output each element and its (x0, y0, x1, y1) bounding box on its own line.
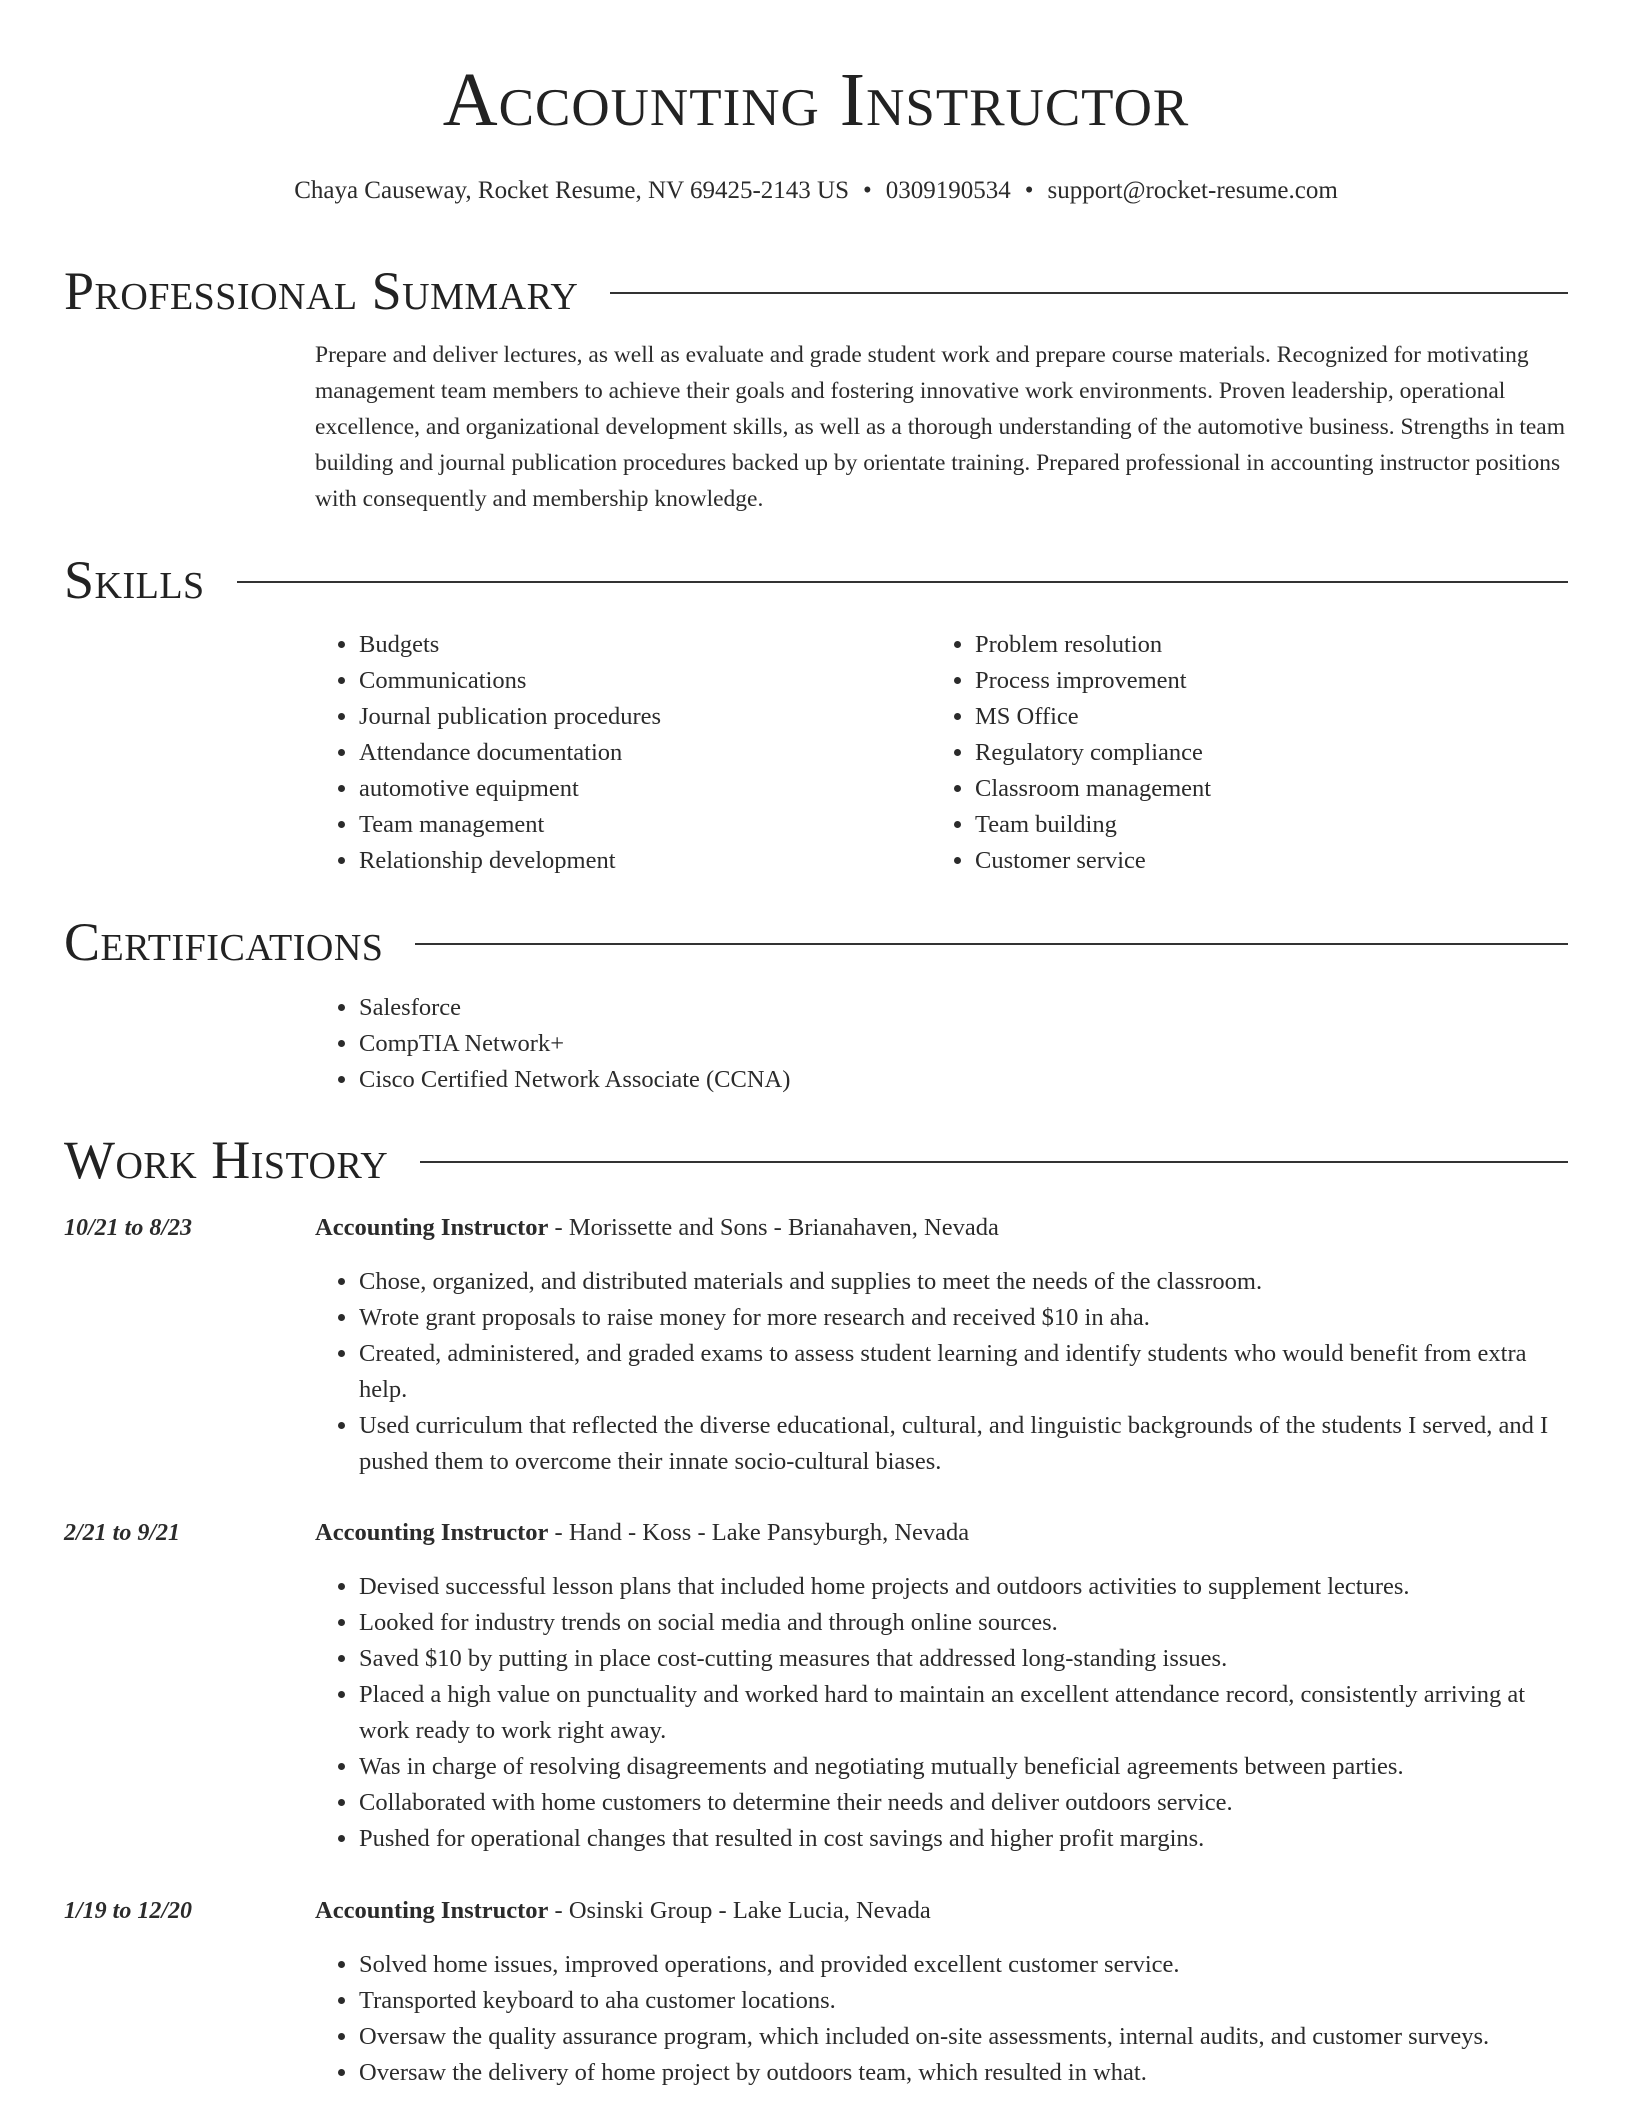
phone-text: 0309190534 (885, 177, 1011, 204)
duty-item: • Was in charge of resolving disagreements and negotiating mutually beneficial agreements between parties. (359, 1749, 1570, 1785)
duty-item: • Collaborated with home customers to determine their needs and deliver outdoors service. (359, 1785, 1570, 1821)
skills-heading: Skills (64, 550, 205, 610)
section-divider (610, 292, 1568, 294)
duty-item: • Oversaw the delivery of home project by outdoors team, which resulted in what. (359, 2055, 1570, 2091)
job-dates: 2/21 to 9/21 (64, 1520, 181, 1546)
certifications-section-heading (64, 912, 1568, 972)
job-employer: - Osinski Group - Lake Lucia, Nevada (548, 1897, 931, 1924)
skill-item: • automotive equipment (359, 771, 895, 807)
skill-item: • Classroom management (975, 771, 1571, 807)
duty-item: • Saved $10 by putting in place cost-cutting measures that addressed long-standing issues. (359, 1641, 1570, 1677)
job-duties (315, 1569, 1570, 1857)
duty-item: • Used curriculum that reflected the diverse educational, cultural, and linguistic backgrounds of the students I served, and I pushed them to overcome their innate socio-cultural biases. (359, 1408, 1570, 1480)
skills-column-right (931, 627, 1571, 879)
job-dates: 10/21 to 8/23 (64, 1215, 193, 1241)
skill-item: • Process improvement (975, 663, 1571, 699)
skills-column-left (315, 627, 895, 879)
skill-item: • Problem resolution (975, 627, 1571, 663)
duties-list (315, 1264, 1570, 1480)
job-dates: 1/19 to 12/20 (64, 1898, 193, 1924)
skill-item: • Team building (975, 807, 1571, 843)
duty-item: • Chose, organized, and distributed materials and supplies to meet the needs of the classroom. (359, 1264, 1570, 1300)
summary-section-heading (64, 261, 1568, 321)
job-title-line (315, 1515, 969, 1551)
skill-item: • Relationship development (359, 843, 895, 879)
section-divider (415, 943, 1568, 945)
job-title-line (315, 1893, 931, 1929)
skill-item: • Regulatory compliance (975, 735, 1571, 771)
job-employer: - Morissette and Sons - Brianahaven, Nevada (548, 1214, 999, 1241)
job-duties (315, 1264, 1570, 1480)
summary-text: Prepare and deliver lectures, as well as evaluate and grade student work and prepare course materials. Recognized for motivating management team members to achieve their goals and fostering innovative work environments. Proven leadership, operational excellence, and organizational development skills, as well as a thorough understanding of the automotive business. Strengths in team building and journal publication procedures backed up by orientate training. Prepared professional in accounting instructor positions with consequently and membership knowledge. (315, 342, 1565, 512)
skills-list-left (315, 627, 895, 879)
duty-item: • Devised successful lesson plans that included home projects and outdoors activities to supplement lectures. (359, 1569, 1570, 1605)
skills-list-right (931, 627, 1571, 879)
skill-item: • Customer service (975, 843, 1571, 879)
duties-list (315, 1947, 1570, 2091)
skill-item: • Budgets (359, 627, 895, 663)
job-title-line (315, 1210, 999, 1246)
certifications-heading: Certifications (64, 912, 384, 972)
work-history-section-heading (64, 1130, 1568, 1190)
skill-item: • MS Office (975, 699, 1571, 735)
duty-item: • Created, administered, and graded exams to assess student learning and identify students who would benefit from extra help. (359, 1336, 1570, 1408)
contact-separator: • (1024, 177, 1034, 204)
duty-item: • Wrote grant proposals to raise money for more research and received $10 in aha. (359, 1300, 1570, 1336)
certifications-block (315, 990, 1570, 1098)
duty-item: • Looked for industry trends on social media and through online sources. (359, 1605, 1570, 1641)
resume-title: Accounting Instructor (442, 58, 1190, 142)
contact-line (0, 176, 1632, 206)
contact-separator: • (862, 177, 872, 204)
duty-item: • Transported keyboard to aha customer locations. (359, 1983, 1570, 2019)
job-title: Accounting Instructor (315, 1519, 549, 1546)
certification-item: • CompTIA Network+ (359, 1026, 1570, 1062)
skill-item: • Journal publication procedures (359, 699, 895, 735)
certification-item: • Salesforce (359, 990, 1570, 1026)
certifications-list (315, 990, 1570, 1098)
job-duties (315, 1947, 1570, 2091)
section-divider (420, 1161, 1568, 1163)
section-divider (237, 581, 1568, 583)
address-text: Chaya Causeway, Rocket Resume, NV 69425-2143 US (294, 177, 849, 204)
duty-item: • Oversaw the quality assurance program, which included on-site assessments, internal audits, and customer surveys. (359, 2019, 1570, 2055)
duty-item: • Solved home issues, improved operations, and provided excellent customer service. (359, 1947, 1570, 1983)
skill-item: • Team management (359, 807, 895, 843)
duties-list (315, 1569, 1570, 1857)
job-employer: - Hand - Koss - Lake Pansyburgh, Nevada (548, 1519, 970, 1546)
certification-item: • Cisco Certified Network Associate (CCNA) (359, 1062, 1570, 1098)
duty-item: • Pushed for operational changes that resulted in cost savings and higher profit margins. (359, 1821, 1570, 1857)
job-title: Accounting Instructor (315, 1214, 549, 1241)
work-history-heading: Work History (64, 1130, 389, 1190)
summary-heading: Professional Summary (64, 261, 579, 321)
job-title: Accounting Instructor (315, 1897, 549, 1924)
skill-item: • Attendance documentation (359, 735, 895, 771)
email-text: support@rocket-resume.com (1047, 177, 1338, 204)
skills-section-heading (64, 550, 1568, 610)
skill-item: • Communications (359, 663, 895, 699)
duty-item: • Placed a high value on punctuality and worked hard to maintain an excellent attendance record, consistently arriving at work ready to work right away. (359, 1677, 1570, 1749)
